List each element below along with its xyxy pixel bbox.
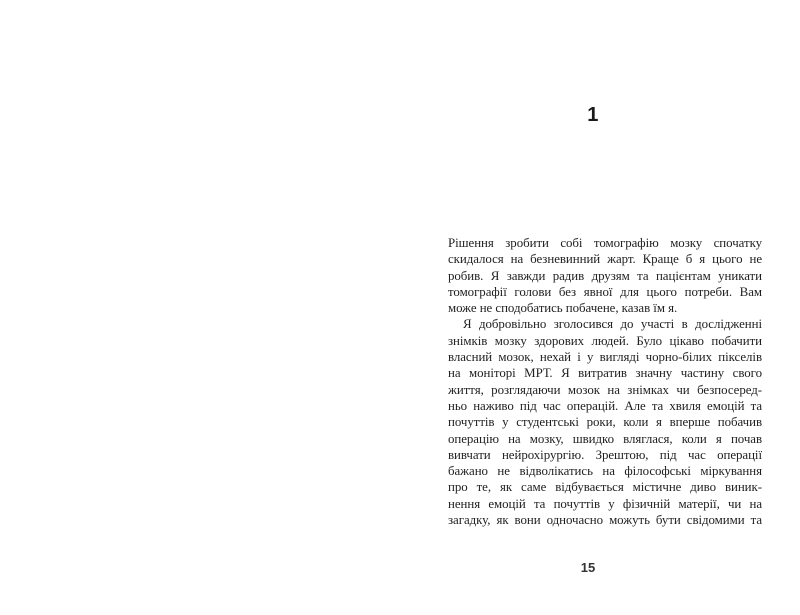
text-line: томографії голови без явної для цього потреби. Вам bbox=[448, 284, 762, 299]
text-line: власний мозок, нехай і у вигляді чорно-білих пікселів bbox=[448, 350, 762, 365]
text-line: ньо наживо під час операцій. Але та хвиля емоцій та bbox=[448, 398, 762, 413]
page-number: 15 bbox=[580, 560, 596, 575]
text-line: бажано не відволікатись на філософські міркування bbox=[448, 464, 762, 479]
text-line: робив. Я завжди радив друзям та пацієнтам уникати bbox=[448, 268, 762, 283]
body-text-block bbox=[448, 235, 762, 528]
text-line: Рішення зробити собі томографію мозку спочатку bbox=[448, 236, 762, 250]
text-line: про те, як саме відбувається містичне диво виник- bbox=[448, 480, 762, 495]
text-line: Я добровільно зголосився до участі в дослідженні bbox=[463, 317, 762, 332]
text-line: нення емоцій та почуттів у фізичній матерії, чи на bbox=[448, 496, 762, 511]
text-line: вивчати нейрохірургію. Зрештою, під час операції bbox=[448, 447, 762, 462]
text-line: скидалося на безневинний жарт. Краще б я цього не bbox=[448, 252, 762, 267]
chapter-number: 1 bbox=[587, 104, 599, 126]
text-line: може не сподобатись побачене, казав їм я. bbox=[448, 301, 678, 316]
text-line: на моніторі МРТ. Я витратив значну частину свого bbox=[448, 366, 762, 381]
text-line: знімків мозку здорових людей. Було цікаво побачити bbox=[448, 333, 762, 348]
text-line: почуттів у студентські роки, коли я вперше побачив bbox=[448, 415, 762, 430]
text-line: життя, розглядаючи мозок на знімках чи безпосеред- bbox=[448, 382, 762, 397]
text-line: загадку, як вони одночасно можуть бути свідомими та bbox=[448, 513, 762, 528]
text-line: операцію на мозку, швидко вляглася, коли я почав bbox=[448, 431, 762, 446]
